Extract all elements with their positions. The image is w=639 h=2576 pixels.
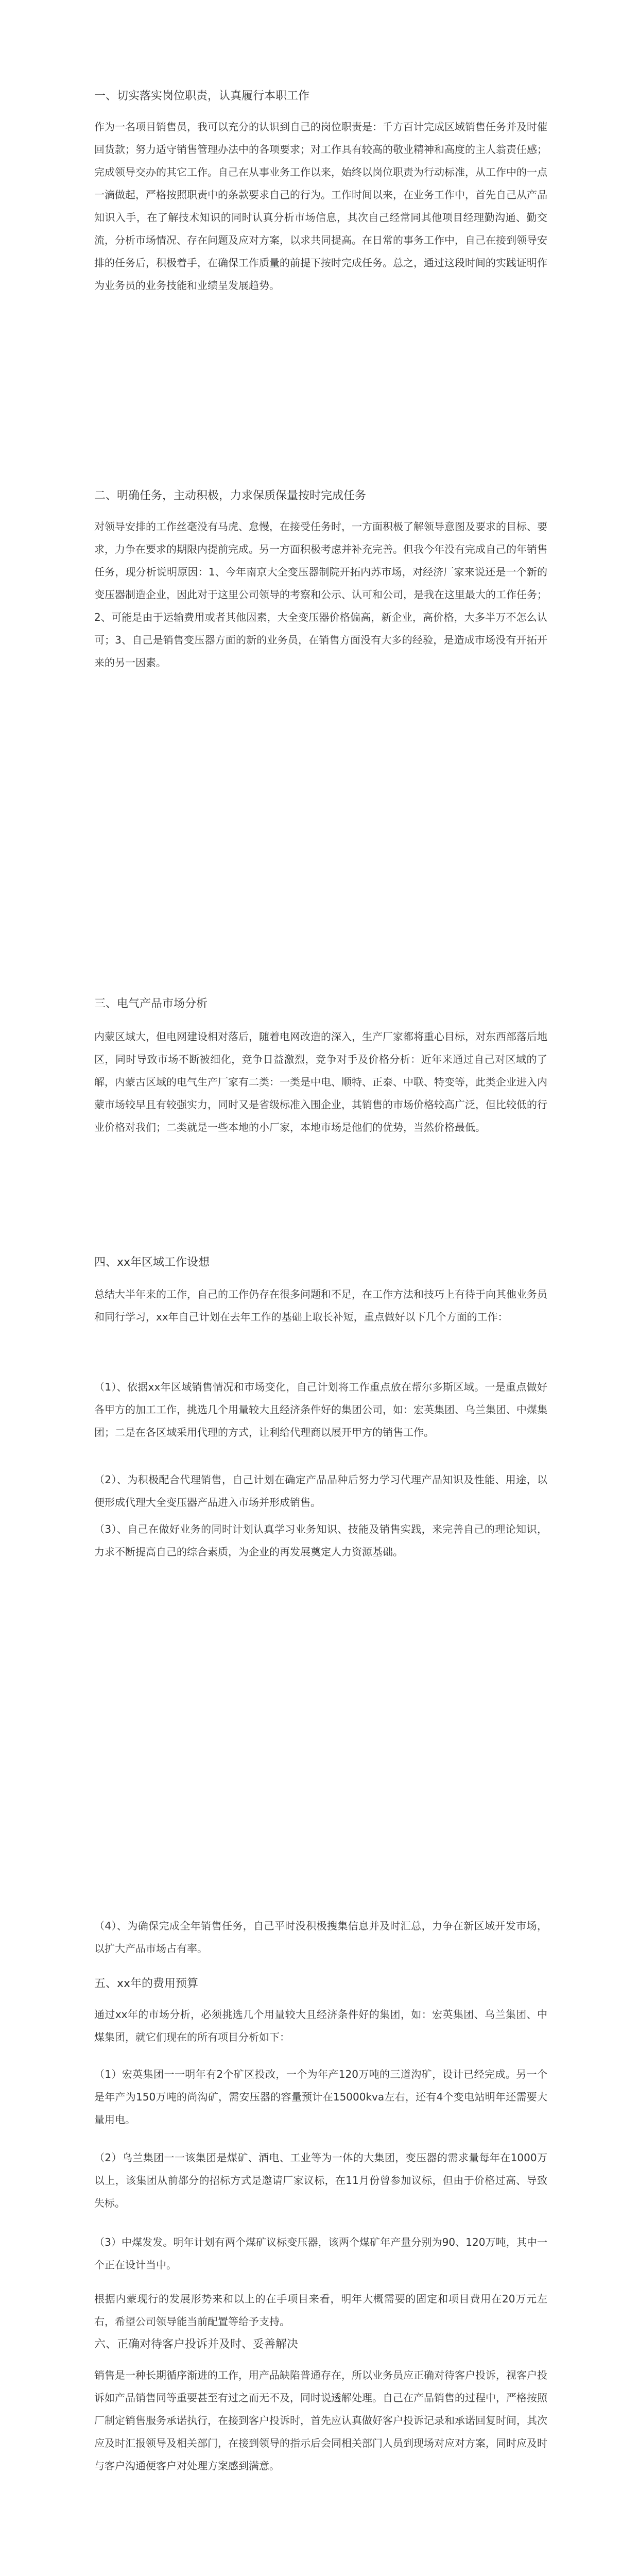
paragraph-section-5-intro: 通过xx年的市场分析，必须挑选几个用量较大且经济条件好的集团，如：宏英集团、乌兰集团、中煤集团，就它们现在的所有项目分析如下： [94,2008,547,2043]
paragraph-section-3: 内蒙区域大，但电网建设相对落后，随着电网改造的深入，生产厂家都将重心目标，对东西部落后地区，同时导致市场不断被细化，竞争日益激烈，竞争对手及价格分析：近年来通过自己对区域的了解，内蒙古区域的电气生产厂家有二类：一类是中电、顺特、正泰、中联、特变等，此类企业进入内蒙市场较早且有较强实力，同时又是省级标准入围企业，其销售的市场价格较高广泛，但比较低的行业价格对我们；二类就是一些本地的小厂家，本地市场是他们的优势，当然价格最低。 [94,1030,547,1133]
paragraph-section-4-intro: 总结大半年来的工作，自己的工作仍存在很多问题和不足，在工作方法和技巧上有待于向其他业务员和同行学习，xx年自己计划在去年工作的基础上取长补短，重点做好以下几个方面的工作： [94,1288,547,1323]
heading-section-2: 二、明确任务，主动积极，力求保质保量按时完成任务 [94,489,367,502]
paragraph-section-5-closing: 根据内蒙现行的发展形势来和以上的在手项目来看，明年大概需要的固定和项目费用在20万元左右，希望公司领导能当前配置等给予支持。 [94,2293,547,2328]
paragraph-section-4-item-2: （2）、为积极配合代理销售，自己计划在确定产品品种后努力学习代理产品知识及性能、用途，以便形成代理大全变压器产品进入市场并形成销售。 [94,1473,547,1509]
paragraph-section-5-item-3: （3）中煤发发。明年计划有两个煤矿议标变压器，该两个煤矿年产量分别为90、120万吨，其中一个正在设计当中。 [94,2236,547,2271]
heading-section-5: 五、xx年的费用预算 [94,1977,199,1990]
paragraph-section-1: 作为一名项目销售员，我可以充分的认识到自己的岗位职责是：千方百计完成区域销售任务并及时催回货款；努力适守销售管理办法中的各项要求；对工作具有较高的敬业精神和高度的主人翁责任感；完成领导交办的其它工作。自己在从事业务工作以来，始终以岗位职责为行动标准，从工作中的一点一滴做起，严格按照职责中的条款要求自己的行为。工作时间以来，在业务工作中，首先自己从产品知识入手，在了解技术知识的同时认真分析市场信息，其次自己经常同其他项目经理勤沟通、勤交流，分析市场情况、存在问题及应对方案，以求共同提高。在日常的事务工作中，自己在接到领导安排的任务后，积极着手，在确保工作质量的前提下按时完成任务。总之，通过这段时间的实践证明作为业务员的业务技能和业绩呈发展趋势。 [94,121,547,292]
paragraph-section-5-item-2: （2）乌兰集团一一该集团是煤矿、酒电、工业等为一体的大集团，变压器的需求量每年在1000万以上，该集团从前都分的招标方式是邀请厂家议标，在11月份曾参加议标，但由于价格过高、导致失标。 [94,2151,547,2209]
paragraph-section-4-item-3: （3）、自己在做好业务的同时计划认真学习业务知识、技能及销售实践，来完善自己的理论知识，力求不断提高自己的综合素质，为企业的再发展奠定人力资源基础。 [94,1523,547,1558]
paragraph-section-2: 对领导安排的工作丝毫没有马虎、怠慢，在接受任务时，一方面积极了解领导意图及要求的目标、要求，力争在要求的期限内提前完成。另一方面积极考虑并补充完善。但我今年没有完成自己的年销售任务，现分析说明原因：1、今年南京大全变压器制院开拓内苏市场，对经济厂家来说还是一个新的变压器制造企业，因此对于这里公司领导的考察和公示、认可和公司，是我在这里最大的工作任务；2、可能是由于运输费用或者其他因素，大全变压器价格偏高，新企业，高价格，大多半万不怎么认可；3、自己是销售变压器方面的新的业务员，在销售方面没有大多的经验，是造成市场没有开拓开来的另一因素。 [94,520,547,669]
paragraph-section-4-item-4: （4）、为确保完成全年销售任务，自己平时没积极搜集信息并及时汇总，力争在新区域开发市场，以扩大产品市场占有率。 [94,1920,547,1955]
paragraph-section-4-item-1: （1）、依据xx年区域销售情况和市场变化，自己计划将工作重点放在帮尔多斯区域。一是重点做好各甲方的加工工作，挑选几个用量较大且经济条件好的集团公司，如：宏英集团、乌兰集团、中煤集团；二是在各区域采用代理的方式，让利给代理商以展开甲方的销售工作。 [94,1381,547,1438]
paragraph-section-6: 销售是一种长期循序渐进的工作，用产品缺陷普通存在，所以业务员应正确对待客户投诉，视客户投诉如产品销售同等重要甚至有过之而无不及，同时说透解处理。自己在产品销售的过程中，严格按照厂制定销售服务承诺执行，在接到客户投诉时，首先应认真做好客户投诉记录和承诺回复时间，其次应及时汇报领导及相关部门，在接到领导的指示后会同相关部门人员到现场对应对方案，同时应及时与客户沟通便客户对处理方案感到满意。 [94,2369,547,2472]
heading-section-3: 三、电气产品市场分析 [94,997,208,1010]
heading-section-1: 一、切实落实岗位职责，认真履行本职工作 [94,90,310,103]
heading-section-4: 四、xx年区域工作设想 [94,1256,210,1269]
paragraph-section-5-item-1: （1）宏英集团一一明年有2个矿区投改，一个为年产120万吨的三道沟矿，设计已经完成。另一个是年产为150万吨的尚沟矿，需安压器的容量预计在15000kva左右，还有4个变电站明年还需要大量用电。 [94,2068,547,2126]
heading-section-6: 六、正确对待客户投诉并及时、妥善解决 [94,2338,299,2351]
